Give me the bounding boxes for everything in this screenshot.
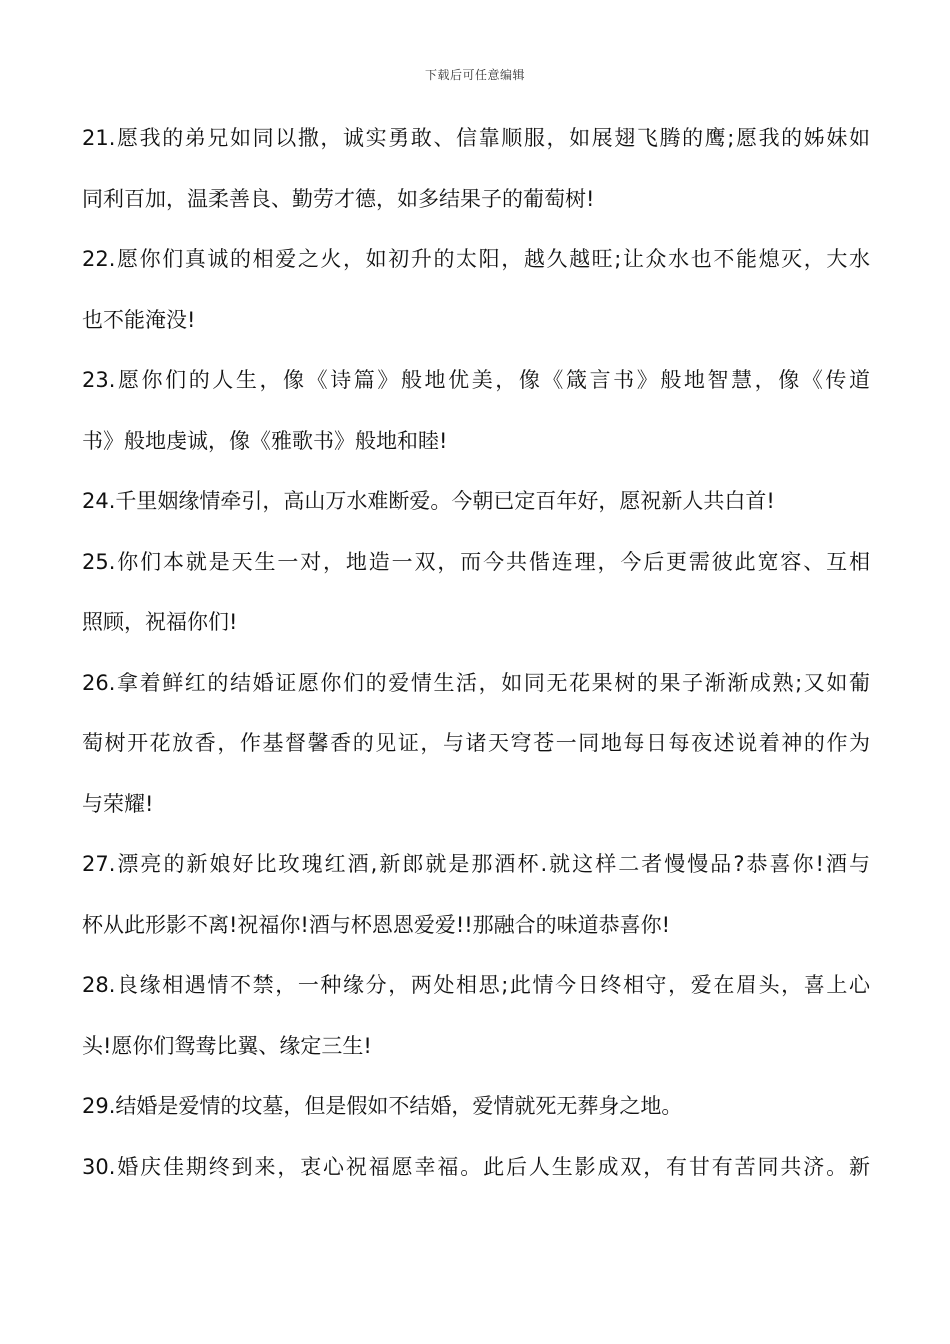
text-line: 杯从此形影不离!祝福你!酒与杯恩恩爱爱!!那融合的味道恭喜你! [82, 912, 671, 937]
text-line: 同利百加，温柔善良、勤劳才德，如多结果子的葡萄树! [82, 186, 595, 211]
text-line: 22.愿你们真诚的相爱之火，如初升的太阳，越久越旺;让众水也不能熄灭，大水 [82, 247, 870, 271]
text-line: 28.良缘相遇情不禁，一种缘分，两处相思;此情今日终相守，爱在眉头，喜上心 [82, 973, 870, 997]
text-line: 与荣耀! [82, 791, 154, 816]
text-line: 26.拿着鲜红的结婚证愿你们的爱情生活，如同无花果树的果子渐渐成熟;又如葡 [82, 670, 870, 695]
text-line: 23.愿你们的人生，像《诗篇》般地优美，像《箴言书》般地智慧，像《传道 [82, 368, 870, 392]
document-body [82, 108, 870, 1197]
text-line: 27.漂亮的新娘好比玫瑰红酒,新郎就是那酒杯.就这样二者慢慢品?恭喜你!酒与 [82, 852, 870, 876]
text-line: 头!愿你们鸳鸯比翼、缘定三生! [82, 1033, 372, 1058]
page-header: 下载后可任意编辑 [424, 68, 525, 82]
text-line: 30.婚庆佳期终到来，衷心祝福愿幸福。此后人生影成双，有甘有苦同共济。新 [82, 1154, 870, 1179]
text-line: 29.结婚是爱情的坟墓，但是假如不结婚，爱情就死无葬身之地。 [82, 1094, 683, 1118]
text-line: 25.你们本就是天生一对，地造一双，而今共偕连理，今后更需彼此宽容、互相 [82, 549, 870, 574]
text-line: 照顾，祝福你们! [82, 610, 238, 634]
text-line: 也不能淹没! [82, 307, 196, 332]
text-line: 21.愿我的弟兄如同以撒，诚实勇敢、信靠顺服，如展翅飞腾的鹰;愿我的姊妹如 [82, 126, 870, 150]
text-line: 书》般地虔诚，像《雅歌书》般地和睦! [82, 428, 448, 453]
text-line: 24.千里姻缘情牵引，高山万水难断爱。今朝已定百年好，愿祝新人共白首! [82, 489, 775, 513]
text-line: 萄树开花放香，作基督馨香的见证，与诸天穹苍一同地每日每夜述说着神的作为 [82, 731, 870, 755]
